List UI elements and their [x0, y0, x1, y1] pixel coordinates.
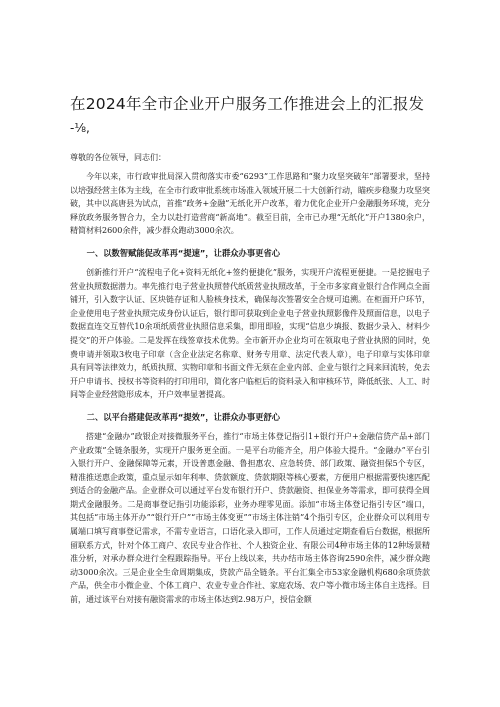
section-2-paragraph: 搭建“金融办”政银企对接微服务平台，推行“市场主体登记指引1+银行开户+金融信贷产品+部门产业政策”全链条服务，实现开户服务更全面。一是平台功能齐全，用户体验大提升。“金融办”平台引入银行开户、金融保障等元素，开设普惠金融、鲁担惠农、应急转贷、部门政策、融资担保5个专区，精准推送惠企政策，重点显示如年利率、贷款额度、贷款期限等核心要素，方便用户根据需要快速匹配到适合的金融产品。企业群众可以通过平台发布银行开户、贷款融资、担保业务等需求，即可获得全周期式金融服务。二是商事登记指引功能添彩，业务办理零见面。添加“市场主体登记指引专区”端口，其包括“市场主体开办”“银行开户”“市场主体变更”“市场主体注销”4个指引专区，企业群众可以利用专属端口填写商事登记需求，不需专业语言，口语化录入即可，工作人员通过定期查看后台数据，根据所留联系方式，针对个体工商户、农民专业合作社、个人独资企业、有限公司4种市场主体的12种场景精准分析，对承办群众进行全程跟踪指导。平台上线以来，共办结市场主体咨询2590余件，减少群众跑动3000余次。三是企业全生命周期集成，贷款产品全链条。平台汇集全市53家金融机构680余项贷款产品，供全市小微企业、个体工商户、农业专业合作社、家庭农场、农户等小微市场主体自主选择。目前，通过该平台对接有融资需求的市场主体达到2.98万户，授信金额 — [70, 431, 430, 605]
section-heading-1: 一、以数智赋能促改革再“提速”，让群众办事更省心 — [86, 247, 281, 258]
intro-paragraph: 今年以来，市行政审批局深入贯彻落实市委“6293”工作思路和“聚力攻坚突破年”部署要求，坚持以培强经营主体为主线，在全市行政审批系统市场准入领域开展二十大创新行动，瞄疾步稳聚力攻坚突破，其中以高唐县为试点，首推“政务+金融”无纸化开户改革，着力优化企业开户金融服务环境，充分释放政务服务智合力，全力以赴打造营商“新高地”。截至目前，全市已办理“无纸化”开户1380余户，精简材料2600余件，减少群众跑动3000余次。 — [70, 172, 430, 236]
document-subtitle: -⅛, — [70, 121, 90, 135]
salutation: 尊敬的各位领导，同志们： — [70, 153, 166, 162]
document-title: 在2024年全市企业开户服务工作推进会上的汇报发 — [70, 95, 425, 113]
section-1-paragraph: 创新推行开户“流程电子化+资料无纸化+签约便捷化”服务，实现开户流程更便捷。一是挖掘电子营业执照数据潜力。率先推行电子营业执照替代纸质营业执照改革，于全市多家商业银行合作网点全面铺开，引入数字认证、区块链存证和人脸核身技术，确保每次签署安全合规可追溯。在柜面开户环节，企业使用电子营业执照完成身份认证后，银行即可获取到企业电子营业执照影像件及照面信息，以电子数据直连交互替代10余项纸质营业执照信息采集，即用即验，实现“信息少填报、数据少录入、材料少提交”的开户体验。二是发挥在线签章技术优势。全市新开办企业均可在领取电子营业执照的同时，免费申请并领取3枚电子印章（含企业法定名称章、财务专用章、法定代表人章），电子印章与实体印章具有同等法律效力，纸质执照、实物印章和书面文件无须在企业内部、企业与银行之间来回流转，免去开户申请书、授权书等资料的打印用印，简化客户临柜后的资料录入和审核环节，降低纸张、人工、时间等企业经营隐形成本，开户效率显著提高。 — [70, 267, 430, 400]
section-heading-2: 二、以平台搭建促改革再“提效”，让群众办事更舒心 — [86, 411, 281, 422]
